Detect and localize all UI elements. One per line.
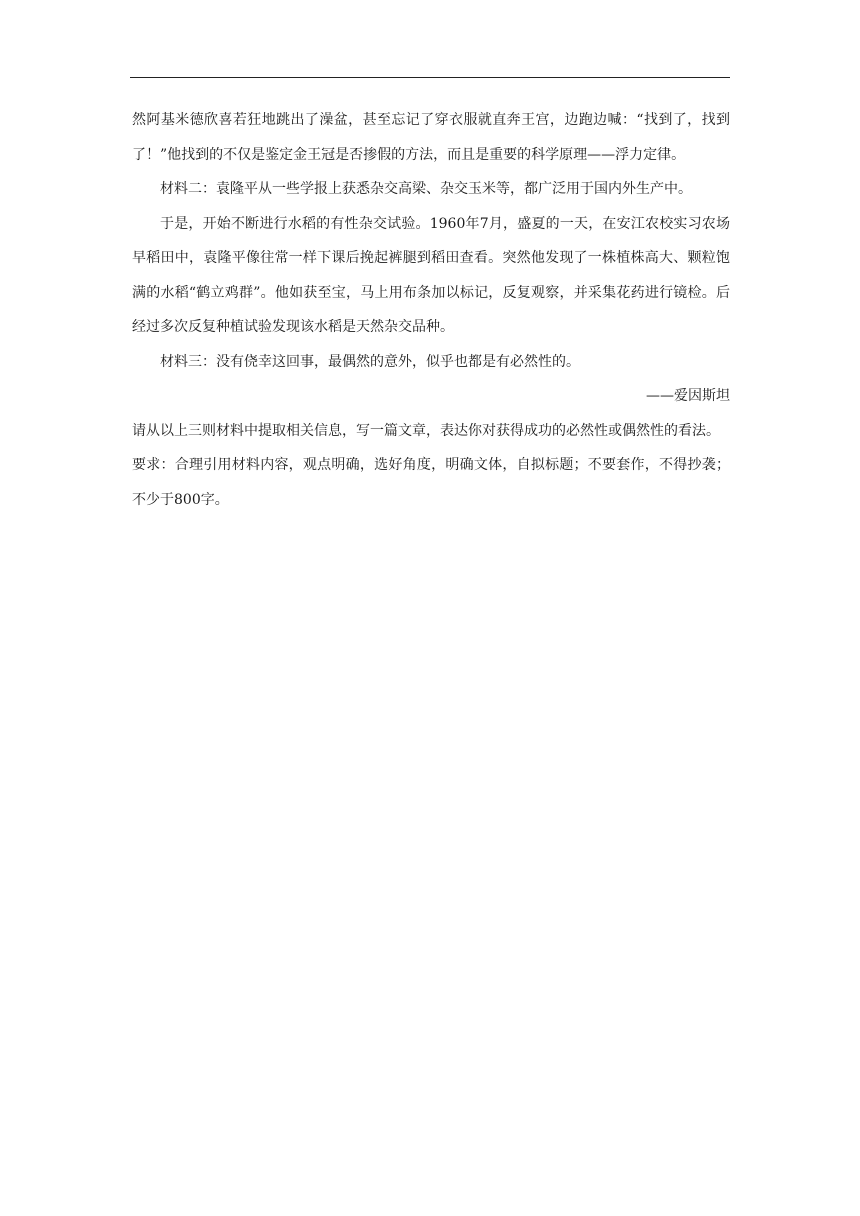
paragraph-instructions: 请从以上三则材料中提取相关信息，写一篇文章，表达你对获得成功的必然性或偶然性的看法。	[132, 422, 720, 439]
paragraph-yuan-longping: 于是，开始不断进行水稻的有性杂交试验。1960年7月，盛夏的一天，在安江农校实习农场早稻田中，袁隆平像往常一样下课后挽起裤腿到稻田查看。突然他发现了一株植株高大、颗粒饱满的水稻“鹤立鸡群”。他如获至宝，马上用布条加以标记，反复观察，并采集花药进行镜检。后经过多次反复种植试验发现该水稻是天然杂交品种。	[132, 215, 730, 335]
paragraph-material-three: 材料三：没有侥幸这回事，最偶然的意外，似乎也都是有必然性的。	[160, 353, 580, 370]
quote-attribution: ——爱因斯坦	[646, 388, 730, 404]
header-divider	[130, 77, 730, 78]
document-body	[132, 103, 730, 517]
paragraph-archimedes: 然阿基米德欣喜若狂地跳出了澡盆，甚至忘记了穿衣服就直奔王宫，边跑边喊：“找到了，找到了！”他找到的不仅是鉴定金王冠是否掺假的方法，而且是重要的科学原理——浮力定律。	[132, 112, 730, 163]
paragraph-material-two: 材料二：袁隆平从一些学报上获悉杂交高梁、杂交玉米等，都广泛用于国内外生产中。	[160, 181, 692, 197]
paragraph-requirements: 要求：合理引用材料内容，观点明确，选好角度，明确文体，自拟标题；不要套作，不得抄袭；不少于800字。	[132, 457, 730, 508]
